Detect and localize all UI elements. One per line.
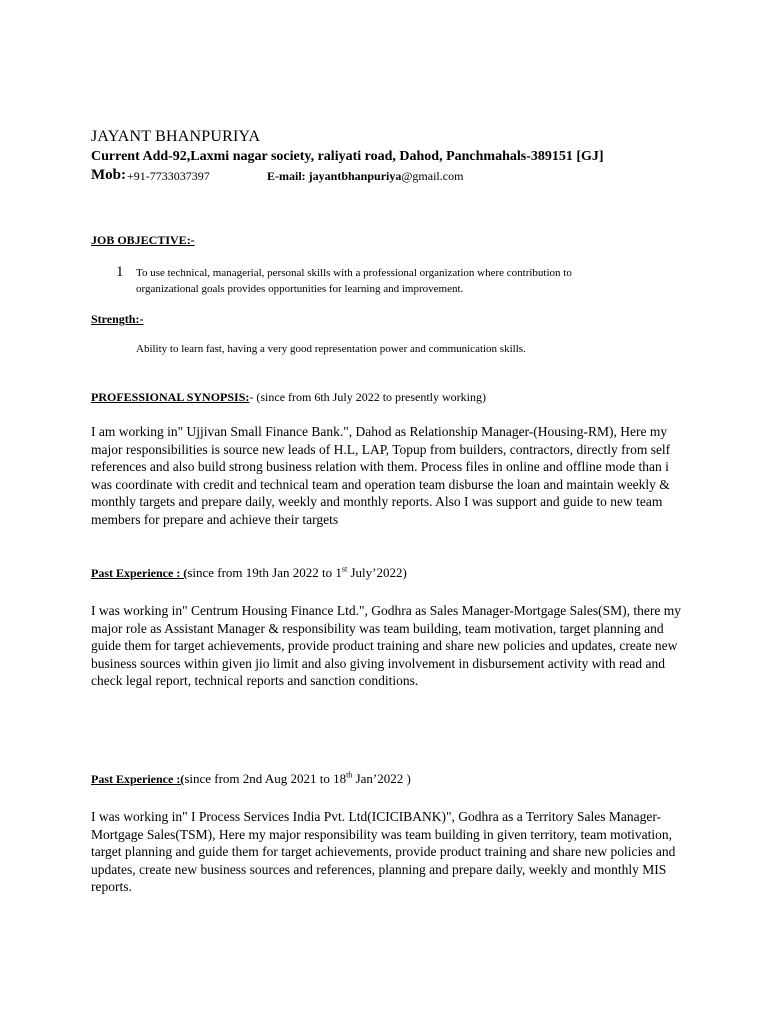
strength-text: Ability to learn fast, having a very good representation power and communication skills. <box>136 343 526 355</box>
email-handle: jayantbhanpuriya <box>308 169 402 183</box>
past-experience-2-row <box>91 771 411 787</box>
past-experience-2-heading: Past Experience :( <box>91 772 185 786</box>
past-experience-1-sup: st <box>341 564 348 574</box>
strength-heading: Strength:- <box>91 312 144 326</box>
synopsis-paragraph: I am working in" Ujjivan Small Finance Bank.", Dahod as Relationship Manager-(Housing-RM), Here my major responsibilities is source new leads of H.L, LAP, Topup from builders, contractors, directly from self references and also build strong business relation with them. Process files in online and offline mode than i was coordinate with credit and technical team and operation team disburse the loan and maintain weekly & monthly targets and prepare daily, weekly and monthly reports. Also I was support and guide to new team members for prepare and achieve their targets <box>91 424 671 527</box>
past-experience-2-period: since from 2nd Aug 2021 to 18 <box>184 771 347 786</box>
past-experience-2-period-end: Jan’2022 ) <box>352 771 411 786</box>
objective-bullet-number: 1 <box>116 264 124 280</box>
past-experience-1-period-end: July’2022) <box>347 565 407 580</box>
past-experience-1-row <box>91 565 407 581</box>
email-row <box>267 169 463 184</box>
past-experience-1-paragraph: I was working in" Centrum Housing Finance Ltd.", Godhra as Sales Manager-Mortgage Sales(SM), there my major role as Assistant Manager & responsibility was team building, team motivation, target planning and guide them for target achievements, provide product training and share new policies and updates, create new business sources within given jio limit and also giving involvement in disbursement activity with read and check legal report, technical reports and sanction conditions. <box>91 603 682 689</box>
synopsis-row <box>91 390 486 405</box>
mobile-number: +91-7733037397 <box>127 169 210 183</box>
current-address: Current Add-92,Laxmi nagar society, raliyati road, Dahod, Panchmahals-389151 [GJ] <box>91 149 604 164</box>
mobile-label: Mob: <box>91 167 126 183</box>
email-domain: @gmail.com <box>401 169 464 183</box>
past-experience-2-paragraph: I was working in" I Process Services India Pvt. Ltd(ICICIBANK)", Godhra as a Territory Sales Manager-Mortgage Sales(TSM), Here my major responsibility was team building in given territory, team motivation, target planning and guide them for target achievements, provide product training and share new policies and updates, create new business sources and references, planning and prepare daily, weekly and monthly MIS reports. <box>91 809 676 895</box>
objective-line-1: To use technical, managerial, personal skills with a professional organization where contribution to <box>136 267 572 279</box>
synopsis-heading: PROFESSIONAL SYNOPSIS: <box>91 390 250 404</box>
past-experience-2-sup: th <box>346 770 353 780</box>
job-objective-heading: JOB OBJECTIVE:- <box>91 233 195 247</box>
past-experience-1-heading: Past Experience : ( <box>91 566 188 580</box>
past-experience-1-period: since from 19th Jan 2022 to 1 <box>187 565 342 580</box>
synopsis-note: - (since from 6th July 2022 to presently working) <box>249 390 486 404</box>
objective-line-2: organizational goals provides opportunities for learning and improvement. <box>136 283 464 295</box>
email-label: E-mail: <box>267 169 306 183</box>
candidate-name: JAYANT BHANPURIYA <box>91 128 261 145</box>
